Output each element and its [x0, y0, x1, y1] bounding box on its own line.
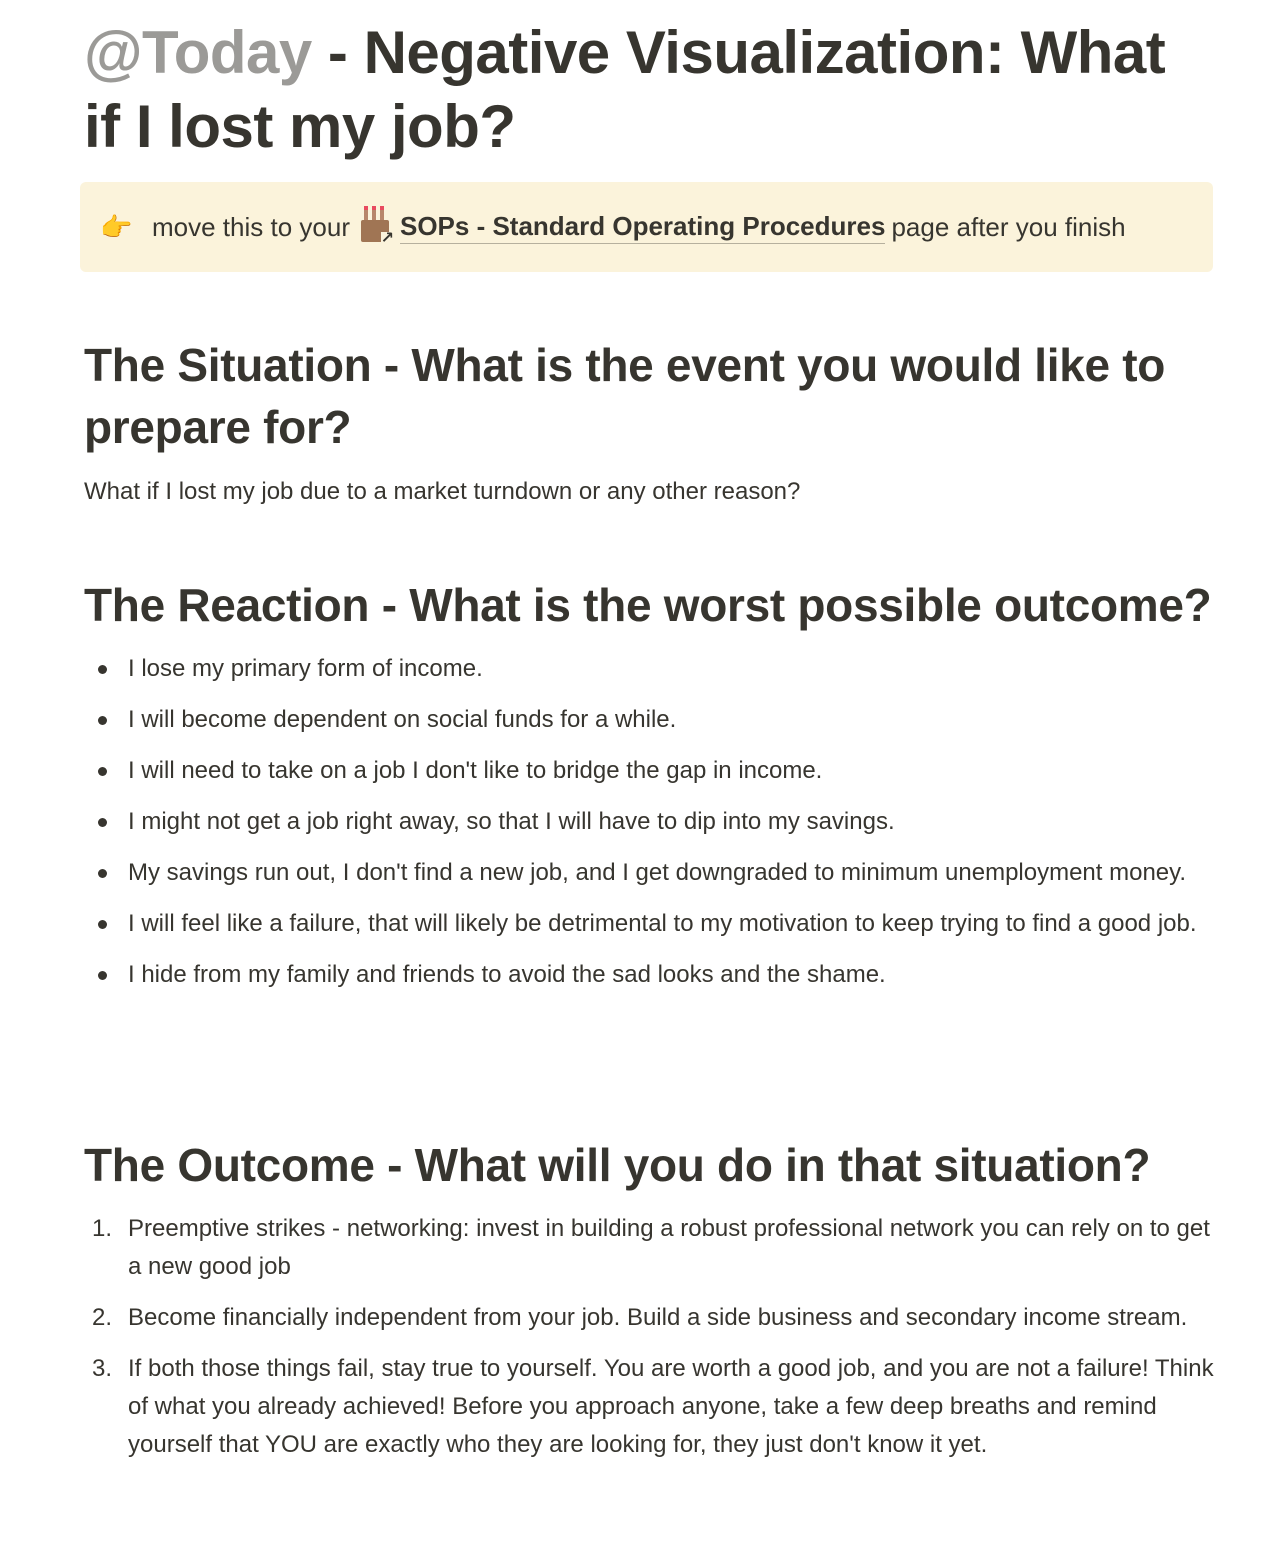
callout-block	[80, 182, 1213, 272]
factory-icon	[358, 212, 394, 247]
list-number: 2.	[92, 1304, 113, 1331]
list-item: I lose my primary form of income.	[84, 650, 1214, 688]
list-item-text: If both those things fail, stay true to yourself. You are worth a good job, and you are not a failure! Think of what you already achieved! Before you approach anyone, take a few deep breaths and remind yourself that YOU are exactly who they are looking for, they just don't know it yet.	[128, 1355, 1214, 1458]
date-mention[interactable]: @Today	[84, 19, 312, 86]
list-item: My savings run out, I don't find a new job, and I get downgraded to minimum unemployment money.	[84, 854, 1214, 892]
list-number: 1.	[92, 1215, 113, 1242]
callout-text	[152, 210, 1126, 247]
callout-text-after: page after you finish	[891, 211, 1126, 242]
list-number: 3.	[92, 1355, 113, 1382]
situation-heading: The Situation - What is the event you would like to prepare for?	[84, 339, 1166, 453]
situation-body: What if I lost my job due to a market turndown or any other reason?	[84, 478, 801, 505]
page-content	[84, 0, 1214, 1458]
list-item: I might not get a job right away, so that I will have to dip into my savings.	[84, 803, 1214, 841]
list-item	[84, 1299, 1214, 1337]
situation-section	[84, 334, 1214, 510]
list-item: I will need to take on a job I don't like to bridge the gap in income.	[84, 752, 1214, 790]
reaction-list	[84, 650, 1214, 994]
page-title[interactable]	[84, 0, 1184, 164]
reaction-heading: The Reaction - What is the worst possible outcome?	[84, 579, 1212, 631]
link-arrow-icon: ↗	[380, 230, 394, 247]
list-item-text: Become financially independent from your job. Build a side business and secondary income stream.	[128, 1304, 1188, 1331]
list-item	[84, 1210, 1214, 1286]
list-item-text: Preemptive strikes - networking: invest in building a robust professional network you can rely on to get a new good job	[128, 1215, 1210, 1280]
list-item	[84, 1350, 1214, 1464]
reaction-section	[84, 574, 1214, 1007]
list-item: I will become dependent on social funds for a while.	[84, 701, 1214, 739]
outcome-list	[84, 1210, 1214, 1464]
callout-text-before: move this to your	[152, 211, 350, 242]
pointing-right-icon: 👉	[100, 211, 133, 242]
outcome-heading: The Outcome - What will you do in that situation?	[84, 1139, 1151, 1191]
page-title-text: - Negative Visualization: What if I lost my job?	[84, 19, 1166, 160]
list-item: I hide from my family and friends to avoid the sad looks and the shame.	[84, 956, 1214, 994]
list-item: I will feel like a failure, that will likely be detrimental to my motivation to keep trying to find a good job.	[84, 905, 1214, 943]
sops-page-link[interactable]: SOPs - Standard Operating Procedures	[400, 211, 885, 244]
outcome-section	[84, 1134, 1214, 1477]
